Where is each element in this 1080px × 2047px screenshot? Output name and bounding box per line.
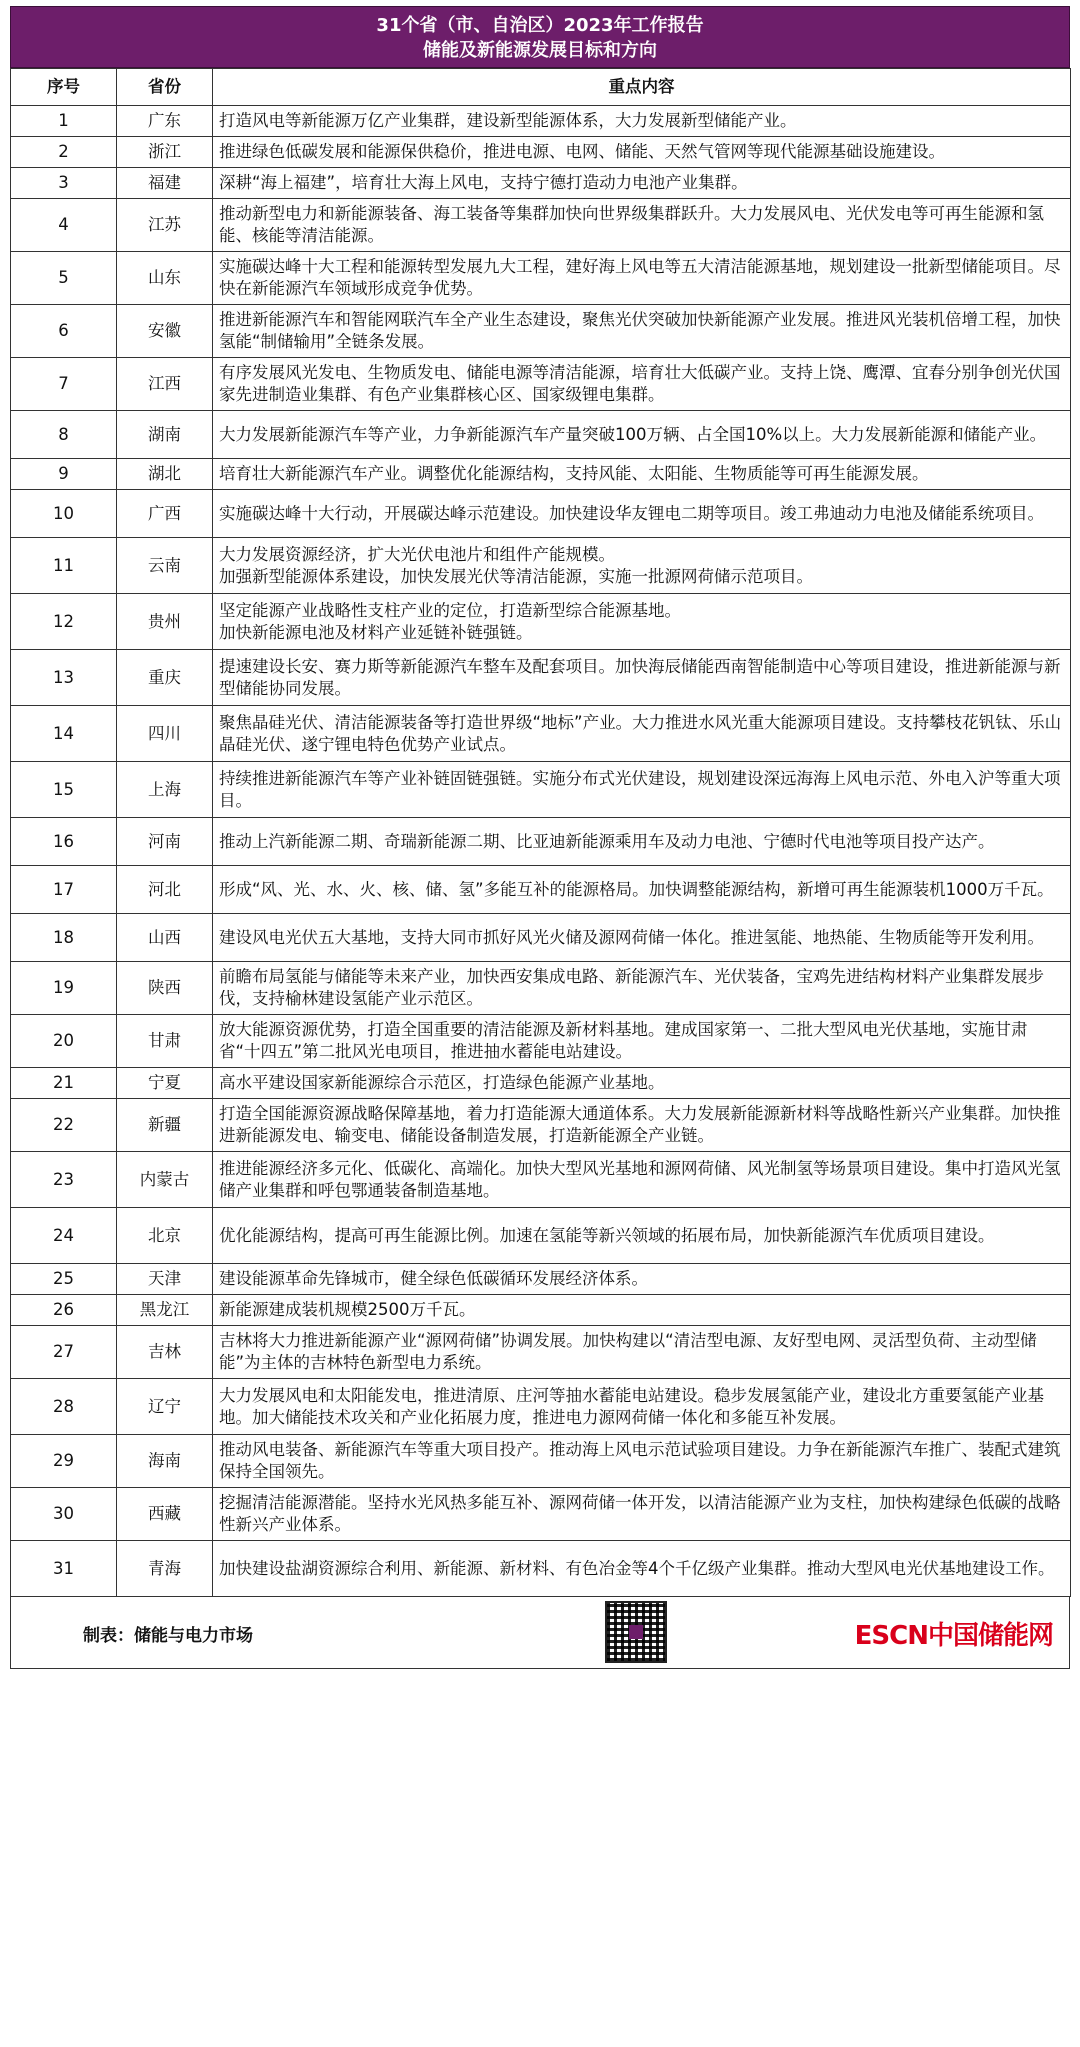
row-number: 3 [11,168,117,199]
title-line-1: 31个省（市、自治区）2023年工作报告 [376,15,704,36]
table-row [11,706,1071,762]
row-number: 17 [11,866,117,914]
table-row [11,1488,1071,1541]
table-footer [10,1597,1070,1669]
row-number: 4 [11,199,117,252]
row-province: 黑龙江 [117,1295,213,1326]
row-province: 安徽 [117,305,213,358]
row-number: 25 [11,1264,117,1295]
footer-credit: 制表：储能与电力市场 [83,1626,253,1646]
row-content: 打造全国能源资源战略保障基地，着力打造能源大通道体系。大力发展新能源新材料等战略性新兴产业集群。加快推进新能源发电、输变电、储能设备制造发展，打造新能源全产业链。 [213,1099,1071,1152]
row-number: 7 [11,358,117,411]
row-number: 13 [11,650,117,706]
row-number: 18 [11,914,117,962]
table-row [11,199,1071,252]
row-province: 江西 [117,358,213,411]
row-content: 新能源建成装机规模2500万千瓦。 [213,1295,1071,1326]
row-number: 1 [11,106,117,137]
row-content: 推进能源经济多元化、低碳化、高端化。加快大型风光基地和源网荷储、风光制氢等场景项目建设。集中打造风光氢储产业集群和呼包鄂通装备制造基地。 [213,1152,1071,1208]
row-province: 青海 [117,1541,213,1597]
qr-code-icon [605,1601,667,1663]
row-province: 贵州 [117,594,213,650]
row-content: 实施碳达峰十大工程和能源转型发展九大工程，建好海上风电等五大清洁能源基地，规划建设一批新型储能项目。尽快在新能源汽车领域形成竞争优势。 [213,252,1071,305]
row-content: 推动上汽新能源二期、奇瑞新能源二期、比亚迪新能源乘用车及动力电池、宁德时代电池等项目投产达产。 [213,818,1071,866]
table-row [11,168,1071,199]
row-number: 27 [11,1326,117,1379]
row-province: 云南 [117,538,213,594]
table-row [11,252,1071,305]
table-row [11,538,1071,594]
row-province: 新疆 [117,1099,213,1152]
row-number: 26 [11,1295,117,1326]
row-province: 甘肃 [117,1015,213,1068]
row-province: 湖南 [117,411,213,459]
column-header-no: 序号 [11,69,117,106]
logo-text-cn: 中国储能网 [927,1621,1053,1651]
row-content: 大力发展风电和太阳能发电，推进清原、庄河等抽水蓄能电站建设。稳步发展氢能产业，建设北方重要氢能产业基地。加大储能技术攻关和产业化拓展力度，推进电力源网荷储一体化和多能互补发展。 [213,1379,1071,1435]
row-province: 山东 [117,252,213,305]
table-row [11,1435,1071,1488]
row-number: 20 [11,1015,117,1068]
row-number: 8 [11,411,117,459]
escn-logo [855,1615,1053,1652]
table-row [11,1295,1071,1326]
row-content: 形成“风、光、水、火、核、储、氢”多能互补的能源格局。加快调整能源结构，新增可再生能源装机1000万千瓦。 [213,866,1071,914]
table-row [11,1152,1071,1208]
row-province: 西藏 [117,1488,213,1541]
table-row [11,1208,1071,1264]
row-content: 持续推进新能源汽车等产业补链固链强链。实施分布式光伏建设，规划建设深远海海上风电示范、外电入沪等重大项目。 [213,762,1071,818]
row-province: 江苏 [117,199,213,252]
table-row [11,1541,1071,1597]
table-row [11,594,1071,650]
table-row [11,137,1071,168]
table-row [11,818,1071,866]
row-content: 放大能源资源优势，打造全国重要的清洁能源及新材料基地。建成国家第一、二批大型风电光伏基地，实施甘肃省“十四五”第二批风光电项目，推进抽水蓄能电站建设。 [213,1015,1071,1068]
row-content: 坚定能源产业战略性支柱产业的定位，打造新型综合能源基地。 加快新能源电池及材料产业延链补链强链。 [213,594,1071,650]
table-row [11,459,1071,490]
table-row [11,1068,1071,1099]
table-row [11,1264,1071,1295]
table-row [11,1015,1071,1068]
row-number: 2 [11,137,117,168]
row-content: 打造风电等新能源万亿产业集群，建设新型能源体系，大力发展新型储能产业。 [213,106,1071,137]
row-number: 10 [11,490,117,538]
row-province: 陕西 [117,962,213,1015]
row-province: 内蒙古 [117,1152,213,1208]
table-body [11,106,1071,1597]
row-number: 16 [11,818,117,866]
row-content: 加快建设盐湖资源综合利用、新能源、新材料、有色冶金等4个千亿级产业集群。推动大型风电光伏基地建设工作。 [213,1541,1071,1597]
row-province: 天津 [117,1264,213,1295]
row-content: 推动新型电力和新能源装备、海工装备等集群加快向世界级集群跃升。大力发展风电、光伏发电等可再生能源和氢能、核能等清洁能源。 [213,199,1071,252]
row-number: 6 [11,305,117,358]
row-province: 辽宁 [117,1379,213,1435]
row-content: 推进绿色低碳发展和能源保供稳价，推进电源、电网、储能、天然气管网等现代能源基础设施建设。 [213,137,1071,168]
table-row [11,650,1071,706]
row-content: 有序发展风光发电、生物质发电、储能电源等清洁能源，培育壮大低碳产业。支持上饶、鹰潭、宜春分别争创光伏国家先进制造业集群、有色产业集群核心区、国家级锂电集群。 [213,358,1071,411]
row-number: 24 [11,1208,117,1264]
row-province: 广西 [117,490,213,538]
row-number: 14 [11,706,117,762]
row-number: 30 [11,1488,117,1541]
report-sheet [10,6,1070,1669]
row-content: 大力发展新能源汽车等产业，力争新能源汽车产量突破100万辆、占全国10%以上。大力发展新能源和储能产业。 [213,411,1071,459]
row-number: 31 [11,1541,117,1597]
row-content: 大力发展资源经济，扩大光伏电池片和组件产能规模。 加强新型能源体系建设，加快发展光伏等清洁能源，实施一批源网荷储示范项目。 [213,538,1071,594]
row-number: 21 [11,1068,117,1099]
table-row [11,762,1071,818]
row-number: 29 [11,1435,117,1488]
table-row [11,1326,1071,1379]
province-table [10,68,1071,1597]
row-province: 浙江 [117,137,213,168]
row-province: 北京 [117,1208,213,1264]
title-line-2: 储能及新能源发展目标和方向 [423,40,657,61]
table-row [11,358,1071,411]
row-number: 22 [11,1099,117,1152]
table-row [11,1379,1071,1435]
row-content: 提速建设长安、赛力斯等新能源汽车整车及配套项目。加快海辰储能西南智能制造中心等项目建设，推进新能源与新型储能协同发展。 [213,650,1071,706]
row-content: 实施碳达峰十大行动，开展碳达峰示范建设。加快建设华友锂电二期等项目。竣工弗迪动力电池及储能系统项目。 [213,490,1071,538]
row-content: 高水平建设国家新能源综合示范区，打造绿色能源产业基地。 [213,1068,1071,1099]
row-content: 推进新能源汽车和智能网联汽车全产业生态建设，聚焦光伏突破加快新能源产业发展。推进风光装机倍增工程，加快氢能“制储输用”全链条发展。 [213,305,1071,358]
column-header-content: 重点内容 [213,69,1071,106]
row-number: 23 [11,1152,117,1208]
table-title [10,6,1070,68]
row-province: 上海 [117,762,213,818]
row-province: 吉林 [117,1326,213,1379]
logo-text-escn: ESCN [854,1621,928,1651]
row-province: 河南 [117,818,213,866]
header-row [11,69,1071,106]
table-row [11,866,1071,914]
row-number: 15 [11,762,117,818]
table-row [11,305,1071,358]
row-content: 建设能源革命先锋城市，健全绿色低碳循环发展经济体系。 [213,1264,1071,1295]
row-province: 重庆 [117,650,213,706]
row-province: 四川 [117,706,213,762]
row-content: 挖掘清洁能源潜能。坚持水光风热多能互补、源网荷储一体开发，以清洁能源产业为支柱，加快构建绿色低碳的战略性新兴产业体系。 [213,1488,1071,1541]
row-province: 湖北 [117,459,213,490]
row-province: 宁夏 [117,1068,213,1099]
row-content: 建设风电光伏五大基地，支持大同市抓好风光火储及源网荷储一体化。推进氢能、地热能、生物质能等开发利用。 [213,914,1071,962]
row-number: 11 [11,538,117,594]
row-content: 聚焦晶硅光伏、清洁能源装备等打造世界级“地标”产业。大力推进水风光重大能源项目建设。支持攀枝花钒钛、乐山晶硅光伏、遂宁锂电特色优势产业试点。 [213,706,1071,762]
row-content: 吉林将大力推进新能源产业“源网荷储”协调发展。加快构建以“清洁型电源、友好型电网、灵活型负荷、主动型储能”为主体的吉林特色新型电力系统。 [213,1326,1071,1379]
column-header-province: 省份 [117,69,213,106]
row-number: 28 [11,1379,117,1435]
row-province: 河北 [117,866,213,914]
row-content: 推动风电装备、新能源汽车等重大项目投产。推动海上风电示范试验项目建设。力争在新能源汽车推广、装配式建筑保持全国领先。 [213,1435,1071,1488]
table-row [11,1099,1071,1152]
row-province: 广东 [117,106,213,137]
row-province: 福建 [117,168,213,199]
row-province: 海南 [117,1435,213,1488]
row-number: 19 [11,962,117,1015]
row-number: 9 [11,459,117,490]
row-number: 12 [11,594,117,650]
table-row [11,962,1071,1015]
table-row [11,411,1071,459]
table-row [11,490,1071,538]
table-row [11,106,1071,137]
row-province: 山西 [117,914,213,962]
row-number: 5 [11,252,117,305]
row-content: 培育壮大新能源汽车产业。调整优化能源结构，支持风能、太阳能、生物质能等可再生能源发展。 [213,459,1071,490]
row-content: 前瞻布局氢能与储能等未来产业，加快西安集成电路、新能源汽车、光伏装备，宝鸡先进结构材料产业集群发展步伐，支持榆林建设氢能产业示范区。 [213,962,1071,1015]
table-row [11,914,1071,962]
row-content: 深耕“海上福建”，培育壮大海上风电，支持宁德打造动力电池产业集群。 [213,168,1071,199]
row-content: 优化能源结构，提高可再生能源比例。加速在氢能等新兴领域的拓展布局，加快新能源汽车优质项目建设。 [213,1208,1071,1264]
